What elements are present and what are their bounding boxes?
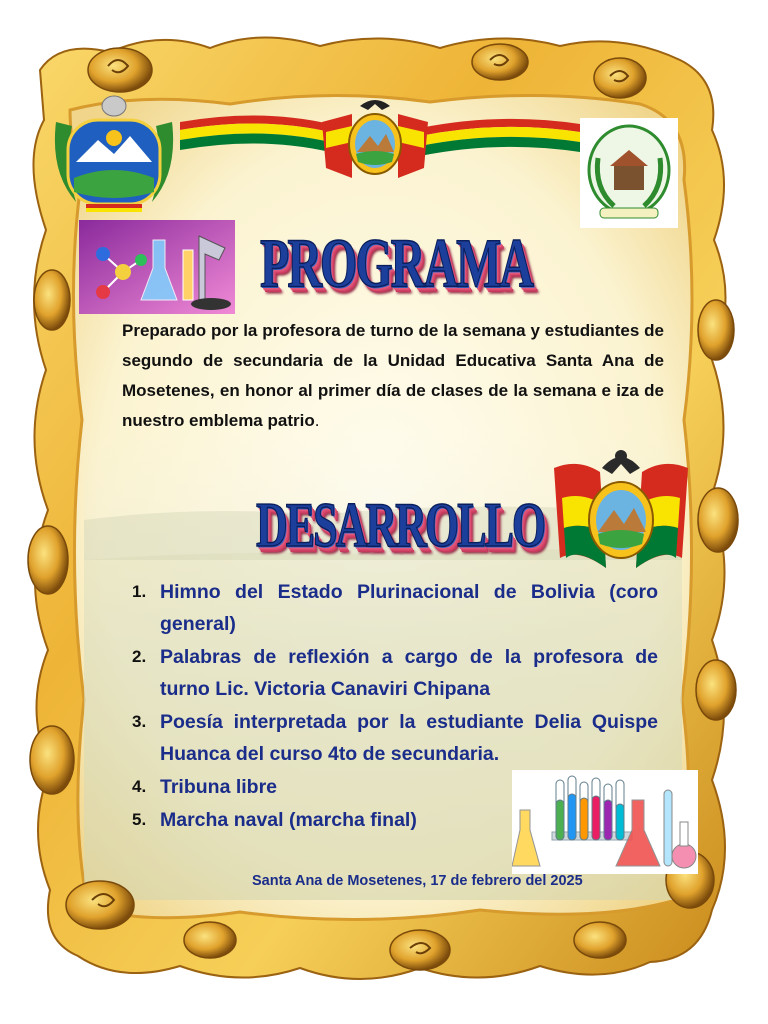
item-text: Marcha naval (marcha final) [160,809,417,831]
bolivia-flags-coat-of-arms-icon [548,428,694,578]
intro-paragraph [122,316,664,436]
school-logo-icon [580,118,678,228]
section-title: DESARROLLO [256,489,545,561]
page-title: PROGRAMA [260,225,532,303]
item-number: 3. [132,712,147,731]
list-item [128,706,658,770]
intro-text: Preparado por la profesora de turno de la semana y estudiantes de segundo de secundaria de la Unidad Educativa Santa Ana de Mosetenes, en honor al primer día de clases de la semana e iza de nuestro emblema patrio [122,321,664,430]
item-text: Himno del Estado Plurinacional de Bolivia (coro general) [160,581,658,635]
item-number: 5. [132,810,147,829]
item-number: 2. [132,647,147,666]
item-text: Palabras de reflexión a cargo de la profesora de turno Lic. Victoria Canaviri Chipana [160,646,658,700]
department-coat-of-arms-icon [46,92,182,220]
list-item [128,576,658,640]
footer-place-date: Santa Ana de Mosetenes, 17 de febrero del 2025 [252,873,583,889]
item-text: Tribuna libre [160,776,278,798]
list-item [128,641,658,705]
item-text: Poesía interpretada por la estudiante Delia Quispe Huanca del curso 4to de secundaria. [160,711,658,765]
chemistry-molecules-image [79,220,235,314]
bolivia-coat-of-arms-icon [312,92,438,184]
intro-period: . [314,411,320,430]
lab-test-tubes-image [512,770,698,874]
item-number: 4. [132,777,147,796]
item-number: 1. [132,582,147,601]
